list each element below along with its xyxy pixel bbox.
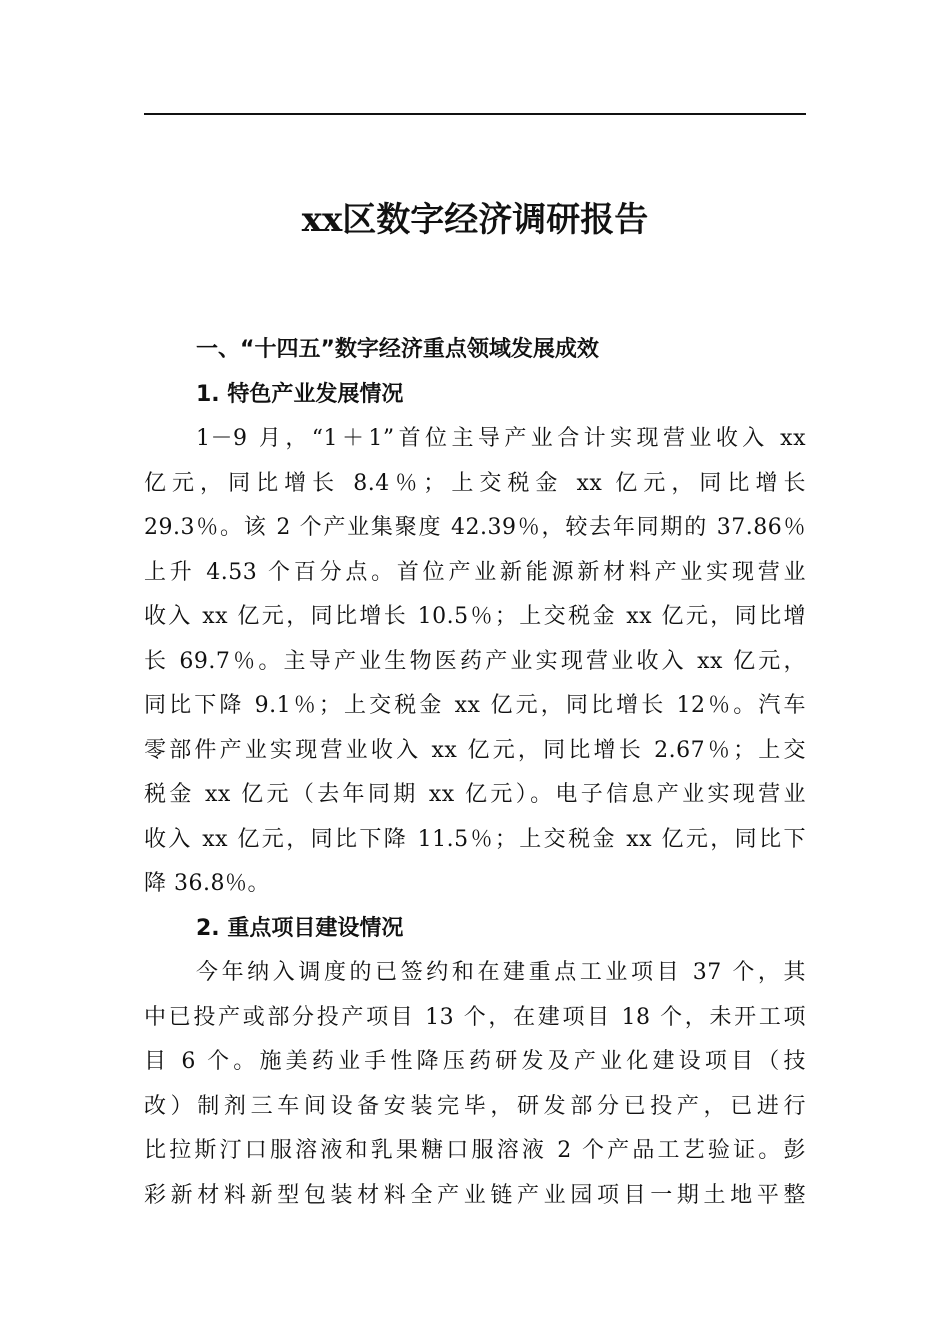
paragraph-industry-development xyxy=(144,417,806,907)
paragraph-line: 今年纳入调度的已签约和在建重点工业项目 37 个，其 xyxy=(196,960,806,985)
paragraph-line: 税金 xx 亿元（去年同期 xx 亿元）。电子信息产业实现营业 xyxy=(144,782,806,807)
paragraph-line: 零部件产业实现营业收入 xx 亿元，同比增长 2.67％；上交 xyxy=(144,737,806,763)
section-heading-1: 一、“十四五”数字经济重点领域发展成效 xyxy=(196,337,599,362)
paragraph-line: 同比下降 9.1％；上交税金 xx 亿元，同比增长 12％。汽车 xyxy=(144,693,806,718)
paragraph-key-projects xyxy=(144,951,806,1218)
document-title: xx区数字经济调研报告 xyxy=(301,200,649,240)
paragraph-line: 降 36.8％。 xyxy=(144,871,270,896)
document-body xyxy=(144,328,806,1218)
paragraph-line: 中已投产或部分投产项目 13 个，在建项目 18 个，未开工项 xyxy=(144,1004,806,1030)
paragraph-line: 1－9 月，“1＋1”首位主导产业合计实现营业收入 xx xyxy=(196,426,806,451)
paragraph-line: 亿元，同比增长 8.4％；上交税金 xx 亿元，同比增长 xyxy=(144,470,806,496)
subsection-heading-1: 1. 特色产业发展情况 xyxy=(196,381,404,407)
paragraph-line: 上升 4.53 个百分点。首位产业新能源新材料产业实现营业 xyxy=(144,559,806,585)
header-rule xyxy=(144,113,806,115)
paragraph-line: 29.3％。该 2 个产业集聚度 42.39％，较去年同期的 37.86％ xyxy=(144,515,806,540)
paragraph-line: 目 6 个。施美药业手性降压药研发及产业化建设项目（技 xyxy=(144,1049,806,1074)
paragraph-line: 比拉斯汀口服溶液和乳果糖口服溶液 2 个产品工艺验证。彭 xyxy=(144,1138,806,1163)
paragraph-line: 改）制剂三车间设备安装完毕，研发部分已投产，已进行 xyxy=(144,1093,806,1119)
paragraph-line: 收入 xx 亿元，同比增长 10.5％；上交税金 xx 亿元，同比增 xyxy=(144,604,806,629)
subsection-heading-2: 2. 重点项目建设情况 xyxy=(196,915,404,941)
paragraph-line: 长 69.7％。主导产业生物医药产业实现营业收入 xx 亿元， xyxy=(144,648,806,674)
paragraph-line: 彩新材料新型包装材料全产业链产业园项目一期土地平整 xyxy=(144,1182,806,1208)
paragraph-line: 收入 xx 亿元，同比下降 11.5％；上交税金 xx 亿元，同比下 xyxy=(144,826,806,852)
